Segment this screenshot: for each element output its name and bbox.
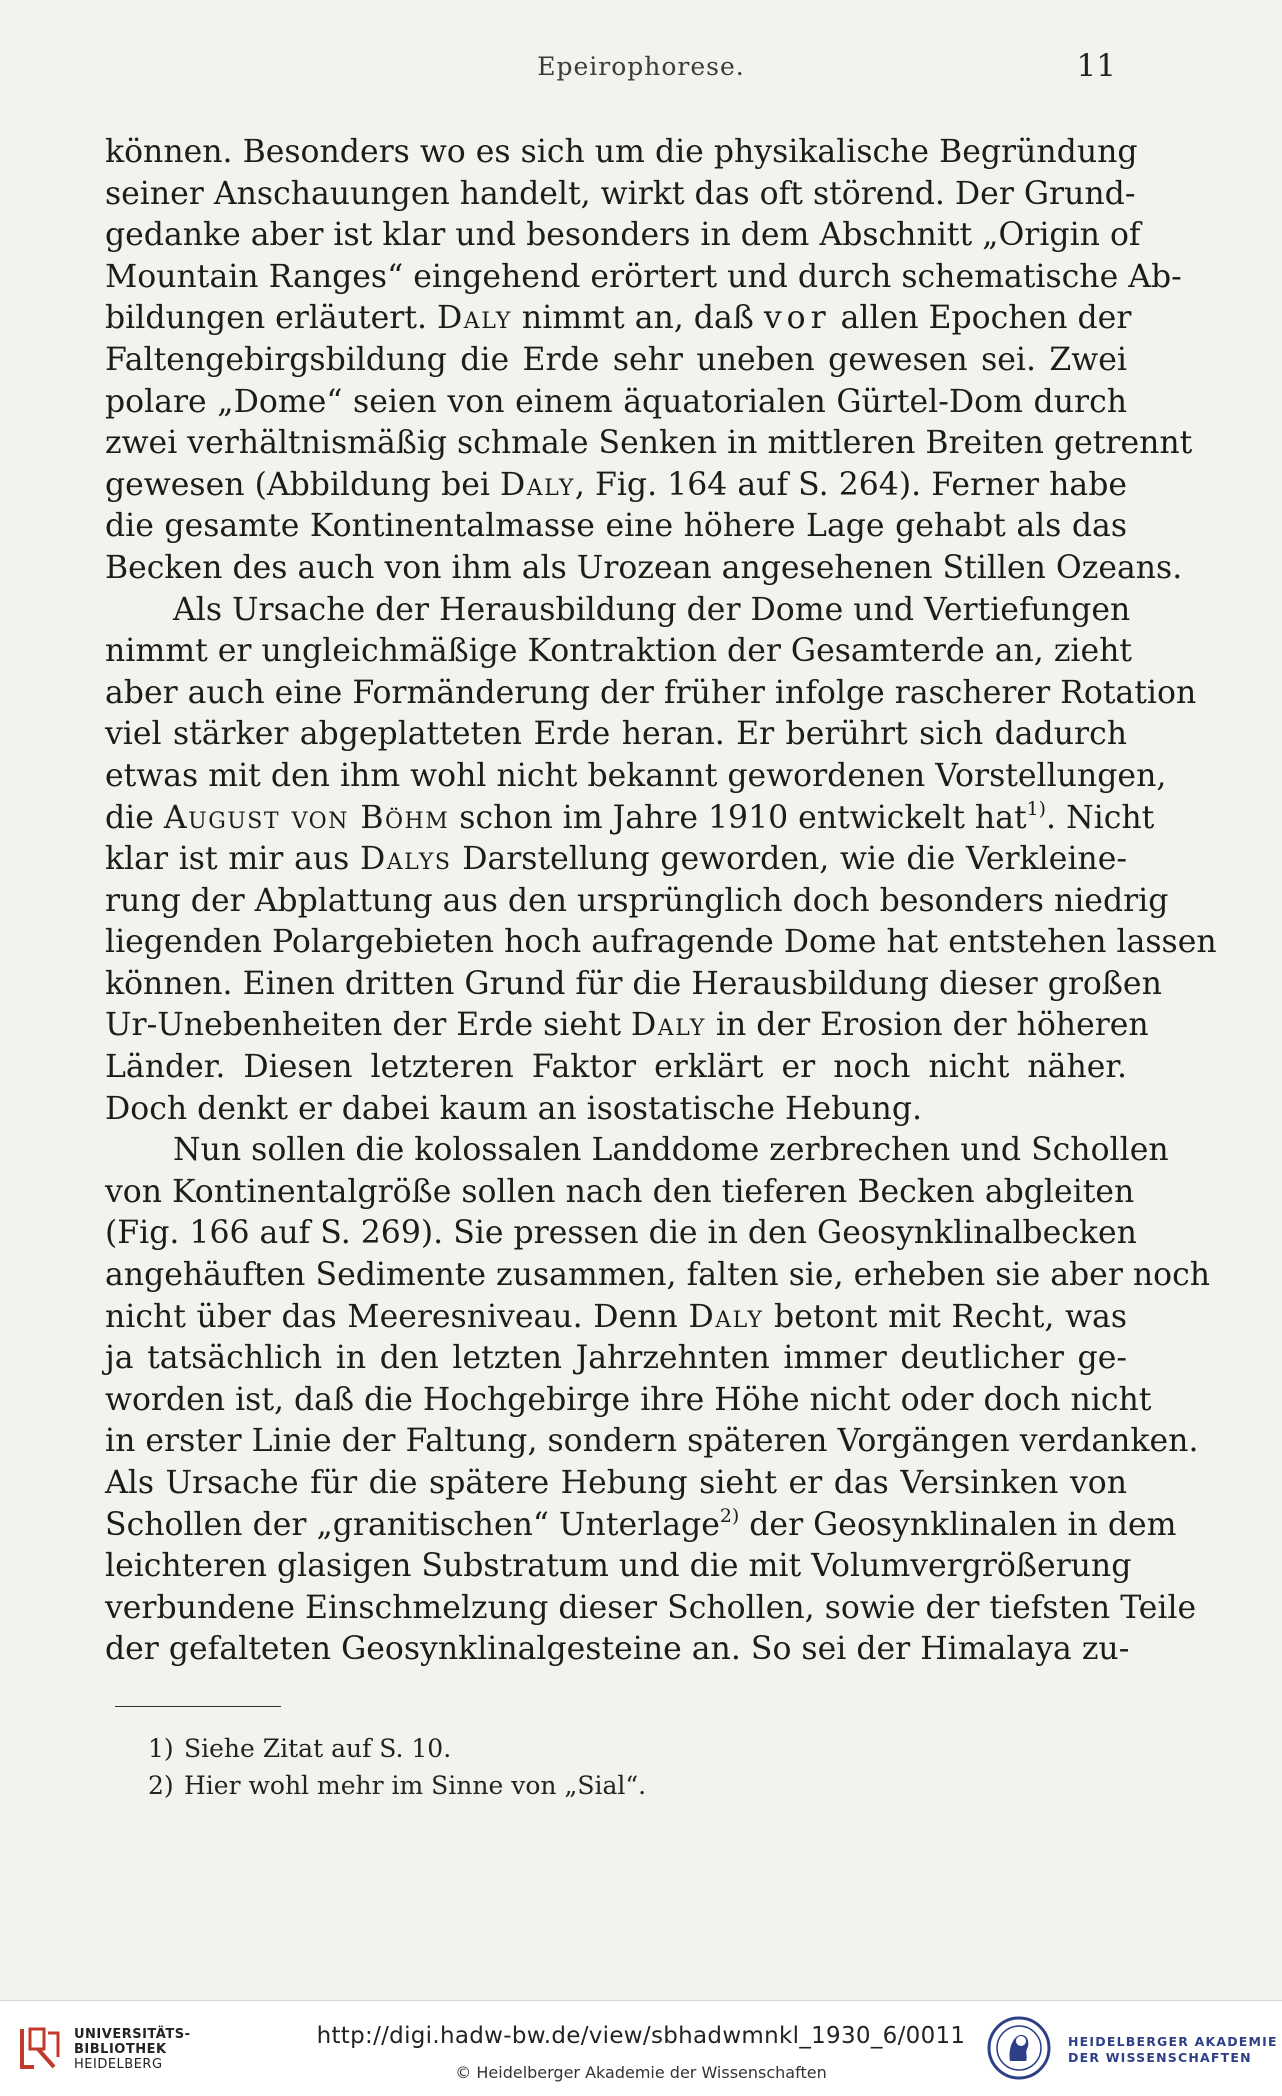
hadw-seal-icon bbox=[986, 2015, 1052, 2081]
text-run: bildungen erläutert. bbox=[105, 300, 438, 337]
footnote-text: Siehe Zitat auf S. 10. bbox=[184, 1734, 452, 1763]
text-run: Als Ursache der Herausbildung der Dome und Vertiefungen bbox=[173, 591, 1131, 628]
text-line bbox=[105, 506, 1127, 548]
text-run: nimmt er ungleichmäßige Kontraktion der Gesamterde an, zieht bbox=[105, 633, 1133, 670]
text-line bbox=[105, 1463, 1127, 1505]
text-line bbox=[105, 1629, 1130, 1671]
text-run: in erster Linie der Faltung, sondern späteren Vorgängen verdanken. bbox=[105, 1423, 1199, 1460]
running-title: Epeirophorese. bbox=[537, 52, 745, 81]
author-name: Daly bbox=[631, 1007, 706, 1044]
text-line bbox=[105, 839, 1127, 881]
text-run: worden ist, daß die Hochgebirge ihre Höhe nicht oder doch nicht bbox=[105, 1381, 1152, 1418]
text-run: klar ist mir aus bbox=[105, 841, 361, 878]
text-run: Nun sollen die kolossalen Landdome zerbrechen und Schollen bbox=[173, 1132, 1169, 1169]
text-line bbox=[105, 215, 1141, 257]
text-run: Ur-Unebenheiten der Erde sieht bbox=[105, 1007, 632, 1044]
text-run: gewesen (Abbildung bei bbox=[105, 466, 501, 503]
footnote-reference: 2) bbox=[719, 1504, 740, 1527]
text-line bbox=[105, 174, 1136, 216]
text-run: die bbox=[105, 799, 164, 836]
text-line bbox=[105, 964, 1162, 1006]
text-run: betont mit Recht, was bbox=[763, 1298, 1127, 1335]
text-line bbox=[105, 1338, 1127, 1380]
text-run: Darstellung geworden, wie die Verkleine- bbox=[451, 841, 1128, 878]
author-name: August von Böhm bbox=[163, 799, 450, 836]
text-run: Doch denkt er dabei kaum an isostatische Hebung. bbox=[105, 1090, 923, 1127]
text-line bbox=[105, 631, 1133, 673]
text-run: , Fig. 164 auf S. 264). Ferner habe bbox=[574, 466, 1127, 503]
text-run: allen Epochen der bbox=[830, 300, 1132, 337]
text-line bbox=[105, 1255, 1211, 1297]
text-line bbox=[105, 590, 1131, 632]
text-line bbox=[105, 673, 1197, 715]
text-run: der Geosynklinalen in dem bbox=[739, 1506, 1177, 1543]
text-run: rung der Abplattung aus den ursprünglich doch besonders niedrig bbox=[105, 882, 1169, 919]
text-run: etwas mit den ihm wohl nicht bekannt gewordenen Vorstellungen, bbox=[105, 757, 1167, 794]
footnote-mark: 1) bbox=[148, 1734, 174, 1763]
text-run: der gefalteten Geosynklinalgesteine an. So sei der Himalaya zu- bbox=[105, 1631, 1130, 1668]
text-run: ja tatsächlich in den letzten Jahrzehnten immer deutlicher ge- bbox=[105, 1340, 1127, 1377]
emphasis-spaced: vor bbox=[763, 300, 831, 337]
footnote-text: Hier wohl mehr im Sinne von „Sial“. bbox=[184, 1771, 647, 1800]
text-line bbox=[105, 132, 1138, 174]
academy-name: HEIDELBERGER AKADEMIE DER WISSENSCHAFTEN bbox=[1068, 2034, 1278, 2065]
copyright-notice: © Heidelberger Akademie der Wissenschaften bbox=[455, 2063, 827, 2082]
text-line bbox=[105, 1213, 1137, 1255]
text-line bbox=[105, 382, 1127, 424]
text-line bbox=[105, 1005, 1149, 1047]
text-run: aber auch eine Formänderung der früher infolge rascherer Rotation bbox=[105, 674, 1197, 711]
text-line bbox=[105, 340, 1127, 382]
text-line bbox=[105, 1047, 1127, 1089]
author-name: Daly bbox=[437, 300, 512, 337]
text-line bbox=[105, 1172, 1135, 1214]
text-run: seiner Anschauungen handelt, wirkt das oft störend. Der Grund- bbox=[105, 175, 1136, 212]
text-run: angehäuften Sedimente zusammen, falten sie, erheben sie aber noch bbox=[105, 1257, 1211, 1294]
text-line bbox=[105, 423, 1193, 465]
text-line bbox=[105, 1588, 1197, 1630]
text-run: viel stärker abgeplatteten Erde heran. Er berührt sich dadurch bbox=[105, 716, 1127, 753]
text-line bbox=[105, 1380, 1152, 1422]
text-run: die gesamte Kontinentalmasse eine höhere Lage gehabt als das bbox=[105, 508, 1127, 545]
text-run: verbundene Einschmelzung dieser Schollen, sowie der tiefsten Teile bbox=[105, 1589, 1197, 1626]
text-line bbox=[105, 756, 1167, 798]
author-name: Daly bbox=[500, 466, 575, 503]
footnote bbox=[148, 1730, 646, 1767]
text-line bbox=[105, 1130, 1169, 1172]
text-run: liegenden Polargebieten hoch aufragende Dome hat entstehen lassen bbox=[105, 924, 1217, 961]
text-run: Faltengebirgsbildung die Erde sehr uneben gewesen sei. Zwei bbox=[105, 341, 1127, 378]
text-line bbox=[105, 797, 1155, 840]
text-run: gedanke aber ist klar und besonders in dem Abschnitt „Origin of bbox=[105, 217, 1141, 254]
text-run: leichteren glasigen Substratum und die mit Volumvergrößerung bbox=[105, 1548, 1132, 1585]
text-run: können. Einen dritten Grund für die Herausbildung dieser großen bbox=[105, 965, 1162, 1002]
author-name: Dalys bbox=[360, 841, 452, 878]
text-run: Schollen der „granitischen“ Unterlage bbox=[105, 1506, 720, 1543]
permalink-url[interactable]: http://digi.hadw-bw.de/view/sbhadwmnkl_1930_6/0011 bbox=[316, 2023, 966, 2049]
page-number: 11 bbox=[1076, 48, 1116, 84]
text-run: . Nicht bbox=[1046, 799, 1155, 836]
text-run: schon im Jahre 1910 entwickelt hat bbox=[449, 799, 1027, 836]
text-run: von Kontinentalgröße sollen nach den tieferen Becken abgleiten bbox=[105, 1173, 1135, 1210]
text-run: zwei verhältnismäßig schmale Senken in mittleren Breiten getrennt bbox=[105, 425, 1193, 462]
text-run: Mountain Ranges“ eingehend erörtert und durch schematische Ab- bbox=[105, 258, 1182, 295]
main-text bbox=[105, 132, 1217, 1671]
text-line bbox=[105, 1546, 1132, 1588]
text-line bbox=[105, 714, 1127, 756]
text-run: in der Erosion der höheren bbox=[705, 1007, 1149, 1044]
footnotes bbox=[148, 1730, 647, 1804]
text-line bbox=[105, 548, 1183, 590]
text-run: Länder. Diesen letzteren Faktor erklärt er noch nicht näher. bbox=[105, 1049, 1127, 1086]
text-run: können. Besonders wo es sich um die physikalische Begründung bbox=[105, 134, 1138, 170]
text-run: (Fig. 166 auf S. 269). Sie pressen die in den Geosynklinalbecken bbox=[105, 1215, 1137, 1252]
text-line bbox=[105, 1297, 1127, 1339]
text-line bbox=[105, 1089, 1127, 1131]
text-line bbox=[105, 881, 1169, 923]
text-run: Becken des auch von ihm als Urozean angesehenen Stillen Ozeans. bbox=[105, 549, 1183, 586]
text-line bbox=[105, 298, 1132, 340]
footnote-mark: 2) bbox=[148, 1771, 174, 1800]
text-run: Als Ursache für die spätere Hebung sieht er das Versinken von bbox=[105, 1465, 1127, 1501]
footnote-divider bbox=[115, 1706, 281, 1707]
text-run: nimmt an, daß bbox=[511, 300, 764, 337]
text-line bbox=[105, 465, 1127, 507]
text-line bbox=[105, 922, 1217, 964]
footnote bbox=[148, 1767, 647, 1804]
text-run: nicht über das Meeresniveau. Denn bbox=[105, 1298, 689, 1335]
text-run: polare „Dome“ seien von einem äquatorialen Gürtel-Dom durch bbox=[105, 383, 1127, 420]
text-line bbox=[105, 257, 1182, 299]
text-line bbox=[105, 1504, 1177, 1547]
digital-library-footer bbox=[0, 2000, 1282, 2096]
footnote-reference: 1) bbox=[1026, 797, 1047, 820]
author-name: Daly bbox=[688, 1298, 764, 1335]
library-name: UNIVERSITÄTS- BIBLIOTHEK HEIDELBERG bbox=[74, 2027, 191, 2072]
text-line bbox=[105, 1421, 1199, 1463]
